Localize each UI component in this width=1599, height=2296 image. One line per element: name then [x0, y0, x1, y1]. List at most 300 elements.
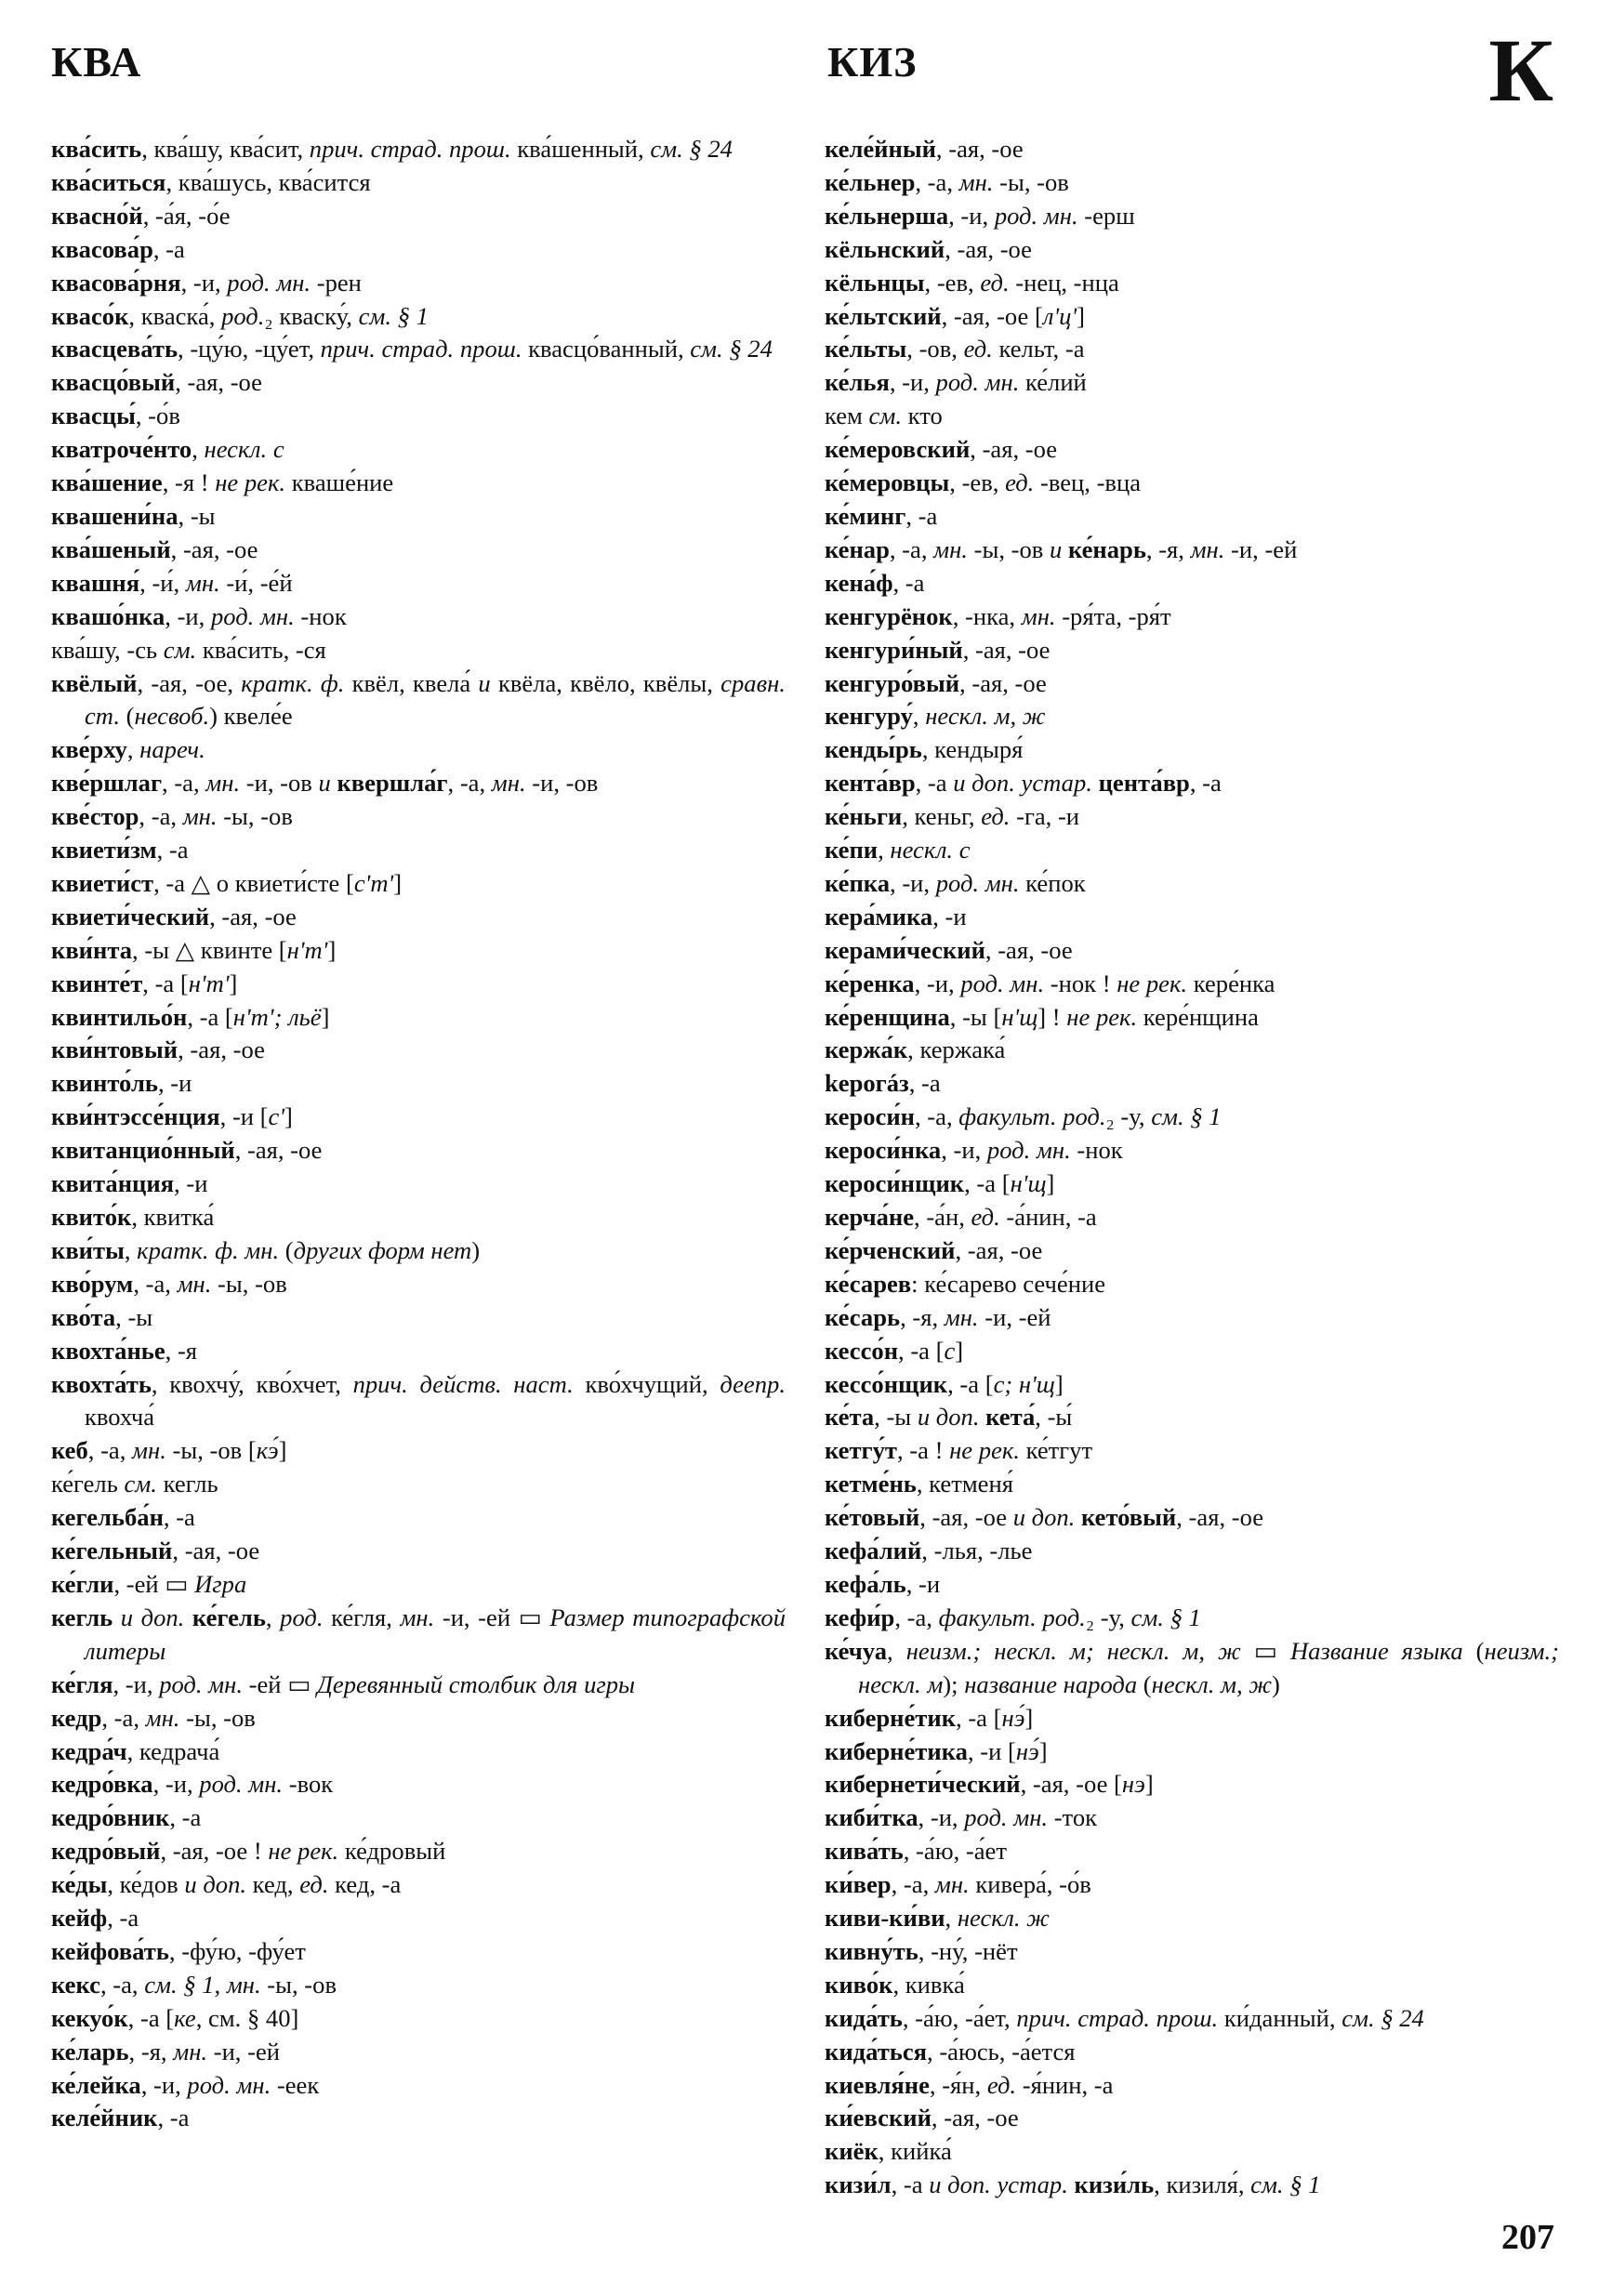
- grammar-note: нескл. с: [890, 836, 971, 864]
- dictionary-entry: [51, 934, 786, 968]
- entry-text: , -и [: [219, 1102, 269, 1131]
- entry-text: -ы, -ов: [260, 1970, 337, 1999]
- grammar-note: мн.: [177, 1269, 212, 1298]
- headword: келе́йный: [825, 135, 936, 163]
- dictionary-entry: [825, 534, 1559, 567]
- entry-text: , квохчу́, кво́хчет,: [151, 1369, 353, 1398]
- dictionary-entry: [825, 700, 1559, 733]
- entry-text: , -ая, -ое [: [1020, 1770, 1122, 1799]
- headword: кёльнцы: [825, 268, 925, 297]
- entry-text: , -ая, -ое,: [137, 668, 242, 697]
- entry-text: , -ая, -ое: [959, 668, 1047, 697]
- headword: кедра́ч: [51, 1736, 127, 1765]
- entry-text: , -о́в: [135, 402, 180, 430]
- entry-text: , -а,: [447, 769, 492, 798]
- entry-text: , см. § 40]: [195, 2003, 299, 2032]
- grammar-note: не рек.: [949, 1436, 1020, 1465]
- headword: ке́лейка: [51, 2070, 141, 2099]
- entry-text: ке́лий: [1019, 368, 1087, 397]
- grammar-note: нʹтʹ: [188, 969, 230, 997]
- entry-text: , ква́шусь, ква́сится: [165, 167, 371, 196]
- dictionary-entry: [825, 1001, 1559, 1035]
- entry-text: , -а: [157, 2104, 190, 2132]
- entry-text: , -а,: [139, 802, 183, 831]
- grammar-note: не рек.: [268, 1837, 339, 1866]
- entry-text: , -ая, -ое: [178, 1036, 265, 1064]
- headword: кессо́н: [825, 1336, 899, 1365]
- headword: квасцева́ть: [51, 335, 178, 363]
- running-head-left: КВА: [51, 38, 142, 86]
- dictionary-entry: [825, 1735, 1559, 1769]
- dictionary-entry: [51, 1835, 786, 1868]
- headword: кида́ть: [825, 2003, 903, 2032]
- dictionary-entry: [51, 634, 786, 667]
- dictionary-entry: [51, 366, 786, 400]
- headword: кедро́вник: [51, 1803, 170, 1832]
- dictionary-entry: [825, 1067, 1559, 1101]
- entry-text: кво́хчущий,: [573, 1369, 720, 1398]
- headword: кви́нта: [51, 935, 133, 964]
- entry-text: , кизиля́,: [1154, 2171, 1251, 2199]
- dictionary-entry: [51, 2036, 786, 2069]
- dictionary-entry: [51, 1801, 786, 1835]
- dictionary-entry: [825, 2069, 1559, 2103]
- grammar-note: см. § 1: [1151, 1102, 1222, 1131]
- entry-text: , -а: [169, 1803, 202, 1832]
- dictionary-entry: [51, 233, 786, 267]
- headword: квинтильо́н: [51, 1002, 188, 1031]
- dictionary-entry: [825, 1434, 1559, 1468]
- dictionary-entry: [51, 867, 786, 901]
- headword: кетгу́т: [825, 1436, 897, 1465]
- dictionary-entry: [51, 1868, 786, 1902]
- grammar-note: не рек.: [1117, 969, 1188, 997]
- entry-text: кере́нщина: [1137, 1002, 1259, 1031]
- headword: ке́меровский: [825, 435, 971, 464]
- grammar-note: см. § 1: [358, 301, 429, 330]
- entry-text: , -ая, -ое: [170, 534, 258, 563]
- entry-text: , -а,: [99, 1970, 145, 1999]
- entry-text: (: [1137, 1669, 1152, 1698]
- dictionary-entry: [51, 1602, 786, 1669]
- headword: киби́тка: [825, 1803, 918, 1832]
- dictionary-entry: [825, 1868, 1559, 1902]
- headword: ква́сить: [51, 135, 142, 163]
- entry-text: ]: [393, 868, 403, 897]
- entry-text: -ря́та, -ря́т: [1055, 601, 1171, 630]
- grammar-note: несвоб.: [134, 702, 210, 731]
- headword: ке́льнер: [825, 167, 916, 196]
- grammar-note: других форм нет: [293, 1235, 472, 1264]
- entry-text: , -ая, -ое: [209, 902, 297, 930]
- headword: кизи́ль: [1074, 2171, 1155, 2199]
- grammar-note: с: [944, 1336, 956, 1365]
- entry-text: ке́гель: [51, 1470, 125, 1498]
- grammar-note: см. § 1, мн.: [144, 1970, 261, 1999]
- dictionary-entry: [825, 166, 1559, 200]
- entry-text: , -я !: [162, 468, 216, 497]
- headword: квинте́т: [51, 969, 143, 997]
- headword: кве́рху: [51, 735, 127, 764]
- headword: кво́рум: [51, 1269, 134, 1298]
- headword: кержа́к: [825, 1036, 908, 1064]
- entry-text: , -и,: [140, 2070, 188, 2099]
- entry-text: : ке́сарево сече́ние: [911, 1269, 1106, 1298]
- headword: кефи́р: [825, 1603, 895, 1631]
- entry-text: ,: [265, 1603, 281, 1631]
- dictionary-entry: [825, 300, 1559, 334]
- headword: квиети́зм: [51, 836, 157, 864]
- entry-text: -я́нин, -а: [1016, 2070, 1114, 2099]
- entry-text: -и, -ей: [1224, 534, 1298, 563]
- entry-text: , -и,: [180, 268, 228, 297]
- entry-text: -и, -ов: [525, 769, 599, 798]
- grammar-note: род. мн.: [994, 201, 1078, 230]
- headword: кибернети́ческий: [825, 1770, 1021, 1799]
- headword: кессо́нщик: [825, 1369, 948, 1398]
- entry-text: , -ы́: [1035, 1403, 1073, 1432]
- page-number: 207: [1501, 2218, 1554, 2257]
- headword: ке́нарь: [1067, 534, 1146, 563]
- headword: keрогáз: [825, 1069, 909, 1098]
- headword: квасцо́вый: [51, 368, 176, 397]
- headword: кена́ф: [825, 568, 893, 597]
- dictionary-entry: [825, 500, 1559, 534]
- entry-text: [184, 1603, 192, 1631]
- grammar-note: мн.: [205, 769, 241, 798]
- entry-text: , -ну́, -нёт: [918, 1936, 1018, 1965]
- entry-text: кивера́, -о́в: [969, 1870, 1091, 1899]
- entry-text: , -ая, -ое: [919, 1503, 1013, 1532]
- dictionary-entry: [51, 1034, 786, 1067]
- dictionary-entry: [825, 1969, 1559, 2002]
- entry-text: , -а,: [915, 1102, 959, 1131]
- entry-text: ,: [912, 702, 926, 731]
- grammar-note: и доп.: [1012, 1503, 1076, 1532]
- entry-text: , -цу́ю, -цу́ет,: [178, 335, 321, 363]
- entry-text: , -а: [107, 1904, 139, 1933]
- entry-text: , -я,: [900, 1302, 945, 1331]
- grammar-note: и: [318, 769, 331, 798]
- dictionary-entry: [825, 1702, 1559, 1735]
- entry-text: , -ая, -ое: [955, 1235, 1043, 1264]
- grammar-note: нʹтʹ: [286, 935, 328, 964]
- grammar-note: нʹтʹ; льё: [232, 1002, 322, 1031]
- entry-text: , -а: [156, 836, 189, 864]
- headword: ке́рченский: [825, 1235, 956, 1264]
- headword: кекс: [51, 1970, 100, 1999]
- entry-text: , -и,: [112, 1669, 160, 1698]
- entry-text: , -ая, -ое: [172, 1537, 260, 1565]
- entry-text: , -ая, -ое: [962, 635, 1051, 664]
- headword: ква́ситься: [51, 167, 166, 196]
- entry-text: , -а,: [889, 534, 934, 563]
- entry-text: , -а: [1189, 769, 1222, 798]
- dictionary-entry: [825, 634, 1559, 667]
- entry-text: , -я,: [1145, 534, 1191, 563]
- entry-text: , ква́шу, ква́сит,: [141, 135, 310, 163]
- headword: кве́стор: [51, 802, 139, 831]
- entry-text: , -ей ▭: [113, 1569, 195, 1598]
- entry-text: , -а́ю, -а́ет,: [902, 2003, 1017, 2032]
- headword: кероси́н: [825, 1102, 915, 1131]
- headword: кви́ты: [51, 1235, 125, 1264]
- grammar-note: род. мн.: [227, 268, 311, 297]
- dictionary-entry: [51, 1134, 786, 1168]
- headword: ке́гли: [51, 1569, 114, 1598]
- entry-text: , кийка́: [878, 2137, 952, 2166]
- grammar-note: мн.: [173, 2037, 208, 2065]
- entry-text: ₂ -у,: [1105, 1102, 1152, 1131]
- dictionary-entry: [825, 1602, 1559, 1635]
- entry-text: , -а: [163, 1503, 195, 1532]
- entry-text: , -а,: [915, 167, 959, 196]
- dictionary-entry: [51, 901, 786, 934]
- grammar-note: род.: [221, 301, 265, 330]
- dictionary-entry: [825, 567, 1559, 600]
- entry-text: [1075, 1503, 1081, 1531]
- dictionary-entry: [825, 1034, 1559, 1067]
- entry-text: (: [279, 1235, 294, 1264]
- grammar-note: мн.: [944, 1302, 979, 1331]
- headword: квита́нция: [51, 1169, 175, 1198]
- headword: квасова́р: [51, 234, 153, 263]
- entry-text: (: [119, 702, 135, 731]
- entry-text: , кваска́,: [128, 301, 222, 330]
- headword: ква́шение: [51, 468, 163, 497]
- headword: ква́шеный: [51, 534, 171, 563]
- dictionary-entry: [825, 200, 1559, 233]
- headword: кве́ршлаг: [51, 769, 163, 798]
- grammar-note: с; нʹщ: [993, 1369, 1055, 1398]
- dictionary-column-left: [51, 133, 786, 2135]
- dictionary-entry: [51, 1268, 786, 1301]
- headword: ке́льнерша: [825, 201, 949, 230]
- dictionary-entry: [51, 667, 786, 734]
- entry-text: ₂ -у,: [1085, 1603, 1131, 1631]
- dictionary-entry: [825, 366, 1559, 400]
- dictionary-entry: [825, 1935, 1559, 1969]
- headword: ке́меровцы: [825, 468, 950, 497]
- entry-text: , -ов,: [906, 335, 964, 363]
- entry-text: , кедрача́: [126, 1736, 220, 1765]
- dictionary-entry: [825, 1368, 1559, 1402]
- dictionary-entry: [51, 1935, 786, 1969]
- dictionary-entry: [825, 1902, 1559, 1935]
- dictionary-entry: [51, 166, 786, 200]
- grammar-note: и доп. устар.: [953, 769, 1092, 798]
- grammar-note: и доп.: [917, 1403, 980, 1432]
- entry-text: , -я́н,: [929, 2070, 987, 2099]
- entry-text: квёла, квёло, квёлы,: [490, 668, 721, 697]
- headword: квиети́ст: [51, 868, 154, 897]
- headword: квашени́на: [51, 501, 178, 530]
- grammar-note: и доп.: [120, 1603, 185, 1631]
- entry-text: , -а: [892, 568, 925, 597]
- grammar-note: не рек.: [1066, 1002, 1138, 1031]
- grammar-note: и: [1050, 534, 1063, 563]
- dictionary-entry: [51, 133, 786, 166]
- grammar-note: неизм.; нескл. м; нескл. м, ж: [905, 1636, 1241, 1665]
- entry-text: , -ая, -ое: [175, 368, 262, 397]
- entry-text: -ы, -ов: [217, 802, 293, 831]
- headword: керча́не: [825, 1203, 915, 1231]
- headword: ке́сарев: [825, 1269, 912, 1298]
- dictionary-entry: [825, 1335, 1559, 1368]
- grammar-note: факульт. род.: [938, 1603, 1086, 1631]
- entry-text: , -а [: [127, 2003, 175, 2032]
- dictionary-entry: [825, 600, 1559, 634]
- entry-text: , -а !: [896, 1436, 950, 1465]
- entry-text: ,: [126, 735, 140, 764]
- dictionary-entry: [825, 1401, 1559, 1434]
- headword: ки́вер: [825, 1870, 892, 1899]
- headword: киво́к: [825, 1970, 893, 1999]
- headword: кейф: [51, 1904, 108, 1933]
- grammar-note: не рек.: [215, 468, 286, 497]
- dictionary-entry: [51, 300, 786, 334]
- headword: кизи́л: [825, 2171, 892, 2199]
- entry-text: , -а,: [894, 1603, 939, 1631]
- grammar-note: Игра: [194, 1569, 247, 1598]
- headword: квёлый: [51, 668, 138, 697]
- dictionary-entry: [825, 2002, 1559, 2036]
- dictionary-entry: [51, 968, 786, 1001]
- grammar-note: см. § 1: [1250, 2171, 1321, 2199]
- headword: керами́ческий: [825, 935, 985, 964]
- headword: квохта́нье: [51, 1336, 165, 1365]
- entry-text: , -ы △ квинте [: [132, 935, 287, 964]
- headword: кенгурёнок: [825, 601, 953, 630]
- grammar-note: прич. страд. прош.: [320, 335, 522, 363]
- running-head-right: КИЗ: [827, 38, 918, 86]
- dictionary-entry: [51, 467, 786, 500]
- dictionary-entry: [51, 767, 786, 800]
- headword: квашо́нка: [51, 601, 165, 630]
- entry-text: [1068, 2171, 1075, 2198]
- entry-text: , -а,: [162, 769, 206, 798]
- grammar-note: см.: [163, 635, 197, 664]
- headword: кива́ть: [825, 1837, 904, 1866]
- grammar-note: кратк. ф. мн.: [137, 1235, 280, 1264]
- entry-text: -нок: [1070, 1136, 1123, 1165]
- dictionary-entry: [51, 1702, 786, 1735]
- entry-text: -ы, -ов: [993, 167, 1069, 196]
- headword: кедро́вый: [51, 1837, 161, 1866]
- grammar-note: нэ: [1121, 1770, 1145, 1799]
- entry-text: , -ы [: [949, 1002, 1002, 1031]
- grammar-note: род. мн.: [986, 1136, 1071, 1165]
- grammar-note: род. мн.: [935, 368, 1020, 397]
- headword: ке́ренщина: [825, 1002, 950, 1031]
- entry-text: ]: [229, 969, 238, 997]
- headword: киберне́тик: [825, 1703, 957, 1732]
- dictionary-entry: [825, 934, 1559, 968]
- headword: кефа́ль: [825, 1569, 906, 1598]
- grammar-note: род. мн.: [187, 2070, 271, 2099]
- grammar-note: см. § 1: [1130, 1603, 1201, 1631]
- headword: кероси́нщик: [825, 1169, 965, 1198]
- headword: кёльнский: [825, 234, 945, 263]
- entry-text: (: [1462, 1636, 1485, 1665]
- entry-text: ₂ кваску́,: [264, 301, 359, 330]
- entry-text: , -а: [891, 2171, 930, 2199]
- entry-text: ): [471, 1235, 481, 1264]
- headword: кета́: [985, 1403, 1036, 1432]
- grammar-note: см. § 24: [1341, 2003, 1424, 2032]
- entry-text: , -и: [932, 902, 967, 930]
- dictionary-entry: [825, 1168, 1559, 1201]
- entry-text: , -а,: [87, 1436, 133, 1465]
- headword: кви́нтовый: [51, 1036, 178, 1064]
- entry-text: , -а́юсь, -а́ется: [927, 2037, 1076, 2065]
- entry-text: ]: [284, 1102, 293, 1131]
- dictionary-entry: [825, 467, 1559, 500]
- grammar-note: неизм.; нескл. м: [858, 1636, 1559, 1698]
- entry-text: ]: [1024, 1703, 1034, 1732]
- grammar-note: прич. страд. прош.: [1016, 2003, 1219, 2032]
- dictionary-entry: [51, 1001, 786, 1035]
- entry-text: -ы, -ов [: [165, 1436, 257, 1465]
- entry-text: ]: [321, 1002, 330, 1031]
- grammar-note: факульт. род.: [958, 1102, 1106, 1131]
- dictionary-entry: [51, 1335, 786, 1368]
- grammar-note: род. мн.: [199, 1770, 284, 1799]
- entry-text: ке́дровый: [338, 1837, 446, 1866]
- grammar-note: мн.: [1190, 534, 1225, 563]
- dictionary-entry: [51, 333, 786, 366]
- headword: ке́сарь: [825, 1302, 901, 1331]
- grammar-note: кратк. ф.: [241, 668, 345, 697]
- dictionary-entry: [51, 534, 786, 567]
- headword: кето́вый: [1080, 1503, 1177, 1532]
- grammar-note: и доп. устар.: [929, 2171, 1068, 2199]
- entry-text: ,: [887, 1636, 906, 1665]
- dictionary-entry: [825, 1768, 1559, 1801]
- entry-text: , -фу́ю, -фу́ет: [168, 1936, 306, 1965]
- headword: ке́ларь: [51, 2037, 129, 2065]
- entry-text: -и, -ей: [978, 1302, 1051, 1331]
- headword: кида́ться: [825, 2037, 928, 2065]
- headword: ке́минг: [825, 501, 906, 530]
- grammar-note: сʹ: [268, 1102, 285, 1131]
- grammar-note: ед.: [980, 268, 1010, 297]
- entry-text: , -и,: [941, 1136, 987, 1165]
- entry-text: квохча́: [85, 1403, 155, 1432]
- grammar-note: нареч.: [139, 735, 205, 764]
- grammar-note: см. § 24: [690, 335, 773, 363]
- dictionary-column-right: [825, 133, 1559, 2202]
- headword: кенгуро́вый: [825, 668, 960, 697]
- grammar-note: лʹцʹ: [1042, 301, 1077, 330]
- entry-text: ки́данный,: [1218, 2003, 1342, 2032]
- entry-text: , -и,: [948, 201, 995, 230]
- grammar-note: ед.: [986, 2070, 1017, 2099]
- entry-text: , -а,: [133, 1269, 178, 1298]
- dictionary-entry: [51, 1301, 786, 1335]
- entry-text: кед,: [246, 1870, 300, 1899]
- entry-text: , -ая, -ое !: [160, 1837, 269, 1866]
- entry-text: , -а: [152, 234, 185, 263]
- entry-text: ке́гля,: [323, 1603, 401, 1631]
- entry-text: , -лья, -лье: [921, 1537, 1033, 1565]
- entry-text: кере́нка: [1187, 969, 1275, 997]
- grammar-note: Размер типографской литеры: [85, 1603, 786, 1665]
- entry-text: , кержака́: [907, 1036, 1006, 1064]
- dictionary-entry: [51, 1768, 786, 1801]
- dictionary-entry: [825, 968, 1559, 1001]
- dictionary-entry: [825, 1535, 1559, 1568]
